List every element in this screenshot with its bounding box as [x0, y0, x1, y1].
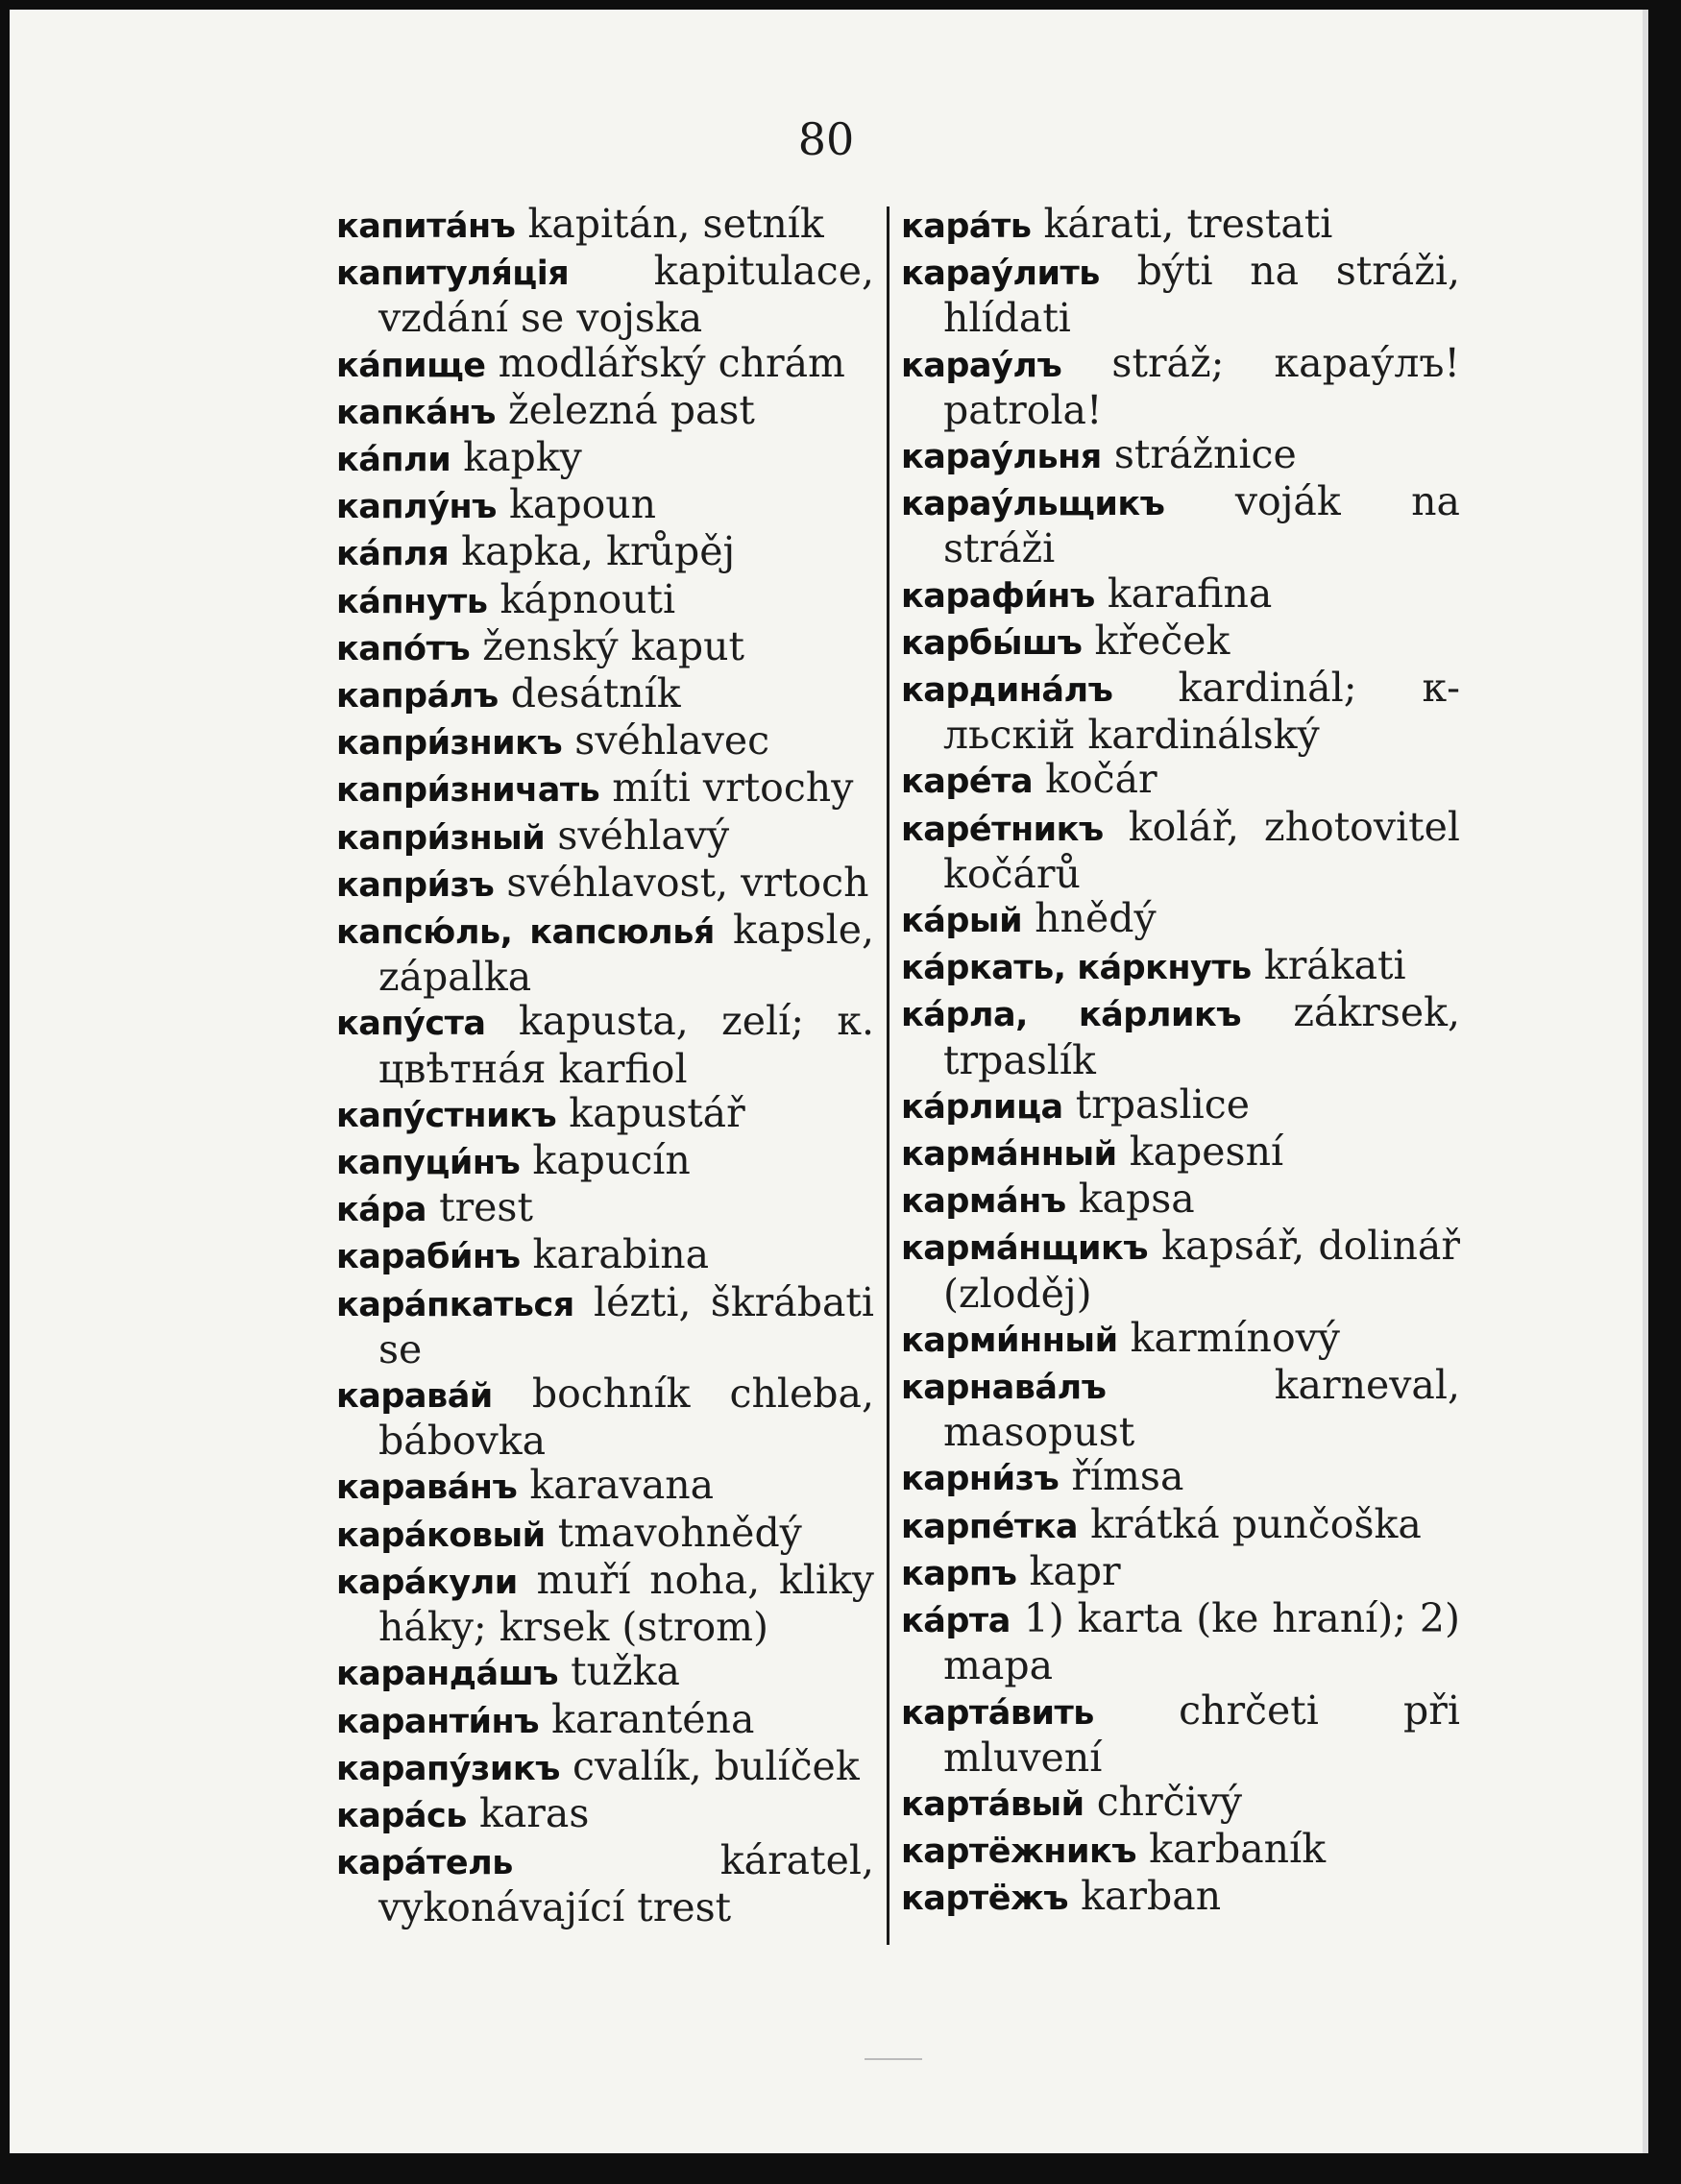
- dictionary-entry: [901, 1502, 1460, 1549]
- entry-headword: карми́нный: [901, 1321, 1118, 1360]
- entry-headword: карáтель: [336, 1844, 513, 1883]
- entry-headword: капрáлъ: [336, 677, 499, 716]
- entry-definition: karneval, masopust: [943, 1362, 1460, 1456]
- entry-definition: kapitán, setník: [527, 201, 824, 247]
- entry-definition: železná past: [507, 386, 755, 433]
- entry-headword: каравáй: [336, 1377, 493, 1417]
- entry-headword: картáвый: [901, 1784, 1084, 1824]
- entry-headword: кармáнный: [901, 1135, 1117, 1175]
- entry-headword: кáпля: [336, 535, 450, 574]
- dictionary-entry: [901, 1177, 1460, 1224]
- dictionary-entry: [336, 1280, 874, 1371]
- entry-definition: voják na stráži: [943, 478, 1460, 572]
- dictionary-entry: [336, 765, 874, 813]
- entry-definition: kardinál; к-льскій kardinálský: [943, 665, 1460, 759]
- entry-headword: капу́стникъ: [336, 1096, 557, 1135]
- entry-headword: кармáнъ: [901, 1182, 1066, 1222]
- entry-headword: караби́нъ: [336, 1238, 521, 1277]
- dictionary-entry: [901, 1874, 1460, 1921]
- entry-definition: stráž; карау́лъ! patrola!: [943, 339, 1460, 433]
- entry-definition: křeček: [1094, 617, 1230, 664]
- entry-headword: карни́зъ: [901, 1460, 1060, 1499]
- entry-definition: zákrsek, trpaslík: [943, 989, 1460, 1083]
- entry-definition: kolář, zhotovitel kočárů: [943, 803, 1460, 897]
- dictionary-entry: [336, 1697, 874, 1744]
- dictionary-entry: [336, 1185, 874, 1232]
- entry-headword: карпéтка: [901, 1507, 1079, 1546]
- dictionary-entry: [901, 666, 1460, 757]
- dictionary-entry: [336, 249, 874, 340]
- entry-headword: каравáнъ: [336, 1468, 518, 1508]
- entry-headword: капитáнъ: [336, 207, 516, 246]
- dictionary-entry: [336, 577, 874, 624]
- dictionary-entry: [336, 1649, 874, 1696]
- column-divider: [887, 206, 889, 1945]
- entry-definition: karban: [1081, 1873, 1222, 1920]
- entry-definition: svéhlavý: [557, 812, 730, 859]
- entry-headword: картёжникъ: [901, 1832, 1137, 1872]
- entry-headword: капу́ста: [336, 1005, 486, 1044]
- entry-headword: карáсь: [336, 1796, 467, 1835]
- dictionary-entry: [901, 1224, 1460, 1315]
- dictionary-entry: [336, 1791, 874, 1838]
- dictionary-entry: [336, 1838, 874, 1929]
- entry-definition: karabina: [532, 1231, 710, 1278]
- entry-headword: карéтникъ: [901, 810, 1104, 849]
- dictionary-entry: [901, 805, 1460, 896]
- entry-headword: карéта: [901, 763, 1034, 802]
- entry-headword: карау́лъ: [901, 346, 1062, 385]
- entry-definition: ženský kaput: [482, 622, 745, 669]
- entry-definition: římsa: [1071, 1453, 1184, 1500]
- entry-headword: карбы́шъ: [901, 623, 1083, 663]
- entry-definition: kapky: [463, 434, 582, 481]
- dictionary-entry: [336, 1371, 874, 1463]
- entry-definition: kapesní: [1129, 1128, 1284, 1176]
- dictionary-entry: [901, 1129, 1460, 1177]
- entry-headword: кáрла, кáрликъ: [901, 996, 1242, 1035]
- entry-headword: капри́зный: [336, 818, 546, 858]
- dictionary-entry: [901, 943, 1460, 990]
- dictionary-page: [10, 10, 1648, 2153]
- dictionary-entry: [336, 908, 874, 999]
- entry-headword: карапу́зикъ: [336, 1749, 560, 1788]
- dictionary-entry: [901, 1363, 1460, 1454]
- entry-headword: кáрта: [901, 1602, 1011, 1641]
- entry-definition: 1) karta (ke hraní); 2) mapa: [943, 1595, 1460, 1689]
- entry-definition: kapsa: [1078, 1176, 1195, 1223]
- dictionary-entry: [901, 896, 1460, 943]
- dictionary-entry: [336, 341, 874, 388]
- entry-definition: kapr: [1029, 1547, 1121, 1594]
- entry-headword: капóтъ: [336, 629, 471, 668]
- entry-definition: kapsle, zápalka: [378, 907, 874, 1001]
- entry-headword: картáвить: [901, 1693, 1094, 1733]
- entry-headword: кáпнуть: [336, 582, 488, 621]
- dictionary-entry: [901, 1454, 1460, 1501]
- entry-definition: strážnice: [1113, 431, 1297, 478]
- dictionary-entry: [336, 999, 874, 1090]
- dictionary-entry: [336, 435, 874, 482]
- entry-definition: kapsář, dolinář (zloděj): [943, 1223, 1460, 1317]
- entry-definition: kočár: [1045, 756, 1157, 803]
- entry-definition: krátká punčoška: [1090, 1500, 1422, 1547]
- dictionary-entry: [901, 1596, 1460, 1687]
- entry-headword: кармáнщикъ: [901, 1229, 1149, 1269]
- entry-headword: капкáнъ: [336, 393, 496, 432]
- entry-definition: karbaník: [1149, 1826, 1327, 1873]
- entry-headword: карáковый: [336, 1516, 546, 1555]
- dictionary-entry: [336, 529, 874, 576]
- dictionary-entry: [901, 1827, 1460, 1874]
- dictionary-entry: [901, 202, 1460, 249]
- dictionary-entry: [336, 1138, 874, 1185]
- entry-definition: chrčivý: [1096, 1778, 1243, 1825]
- entry-definition: karavana: [529, 1462, 715, 1509]
- dictionary-entry: [901, 990, 1460, 1081]
- entry-headword: капри́зникъ: [336, 724, 563, 764]
- entry-definition: míti vrtochy: [612, 764, 854, 812]
- entry-definition: káratel, vykonávající trest: [378, 1837, 874, 1931]
- entry-definition: karafina: [1107, 570, 1273, 617]
- entry-definition: chrčeti při mluvení: [943, 1687, 1460, 1781]
- scan-edge: [1662, 0, 1681, 2184]
- dictionary-entry: [901, 1549, 1460, 1596]
- dictionary-entry: [901, 619, 1460, 666]
- entry-definition: muří noha, kliky háky; krsek (strom): [378, 1556, 874, 1651]
- bottom-mark: [865, 2058, 922, 2060]
- dictionary-entry: [336, 624, 874, 671]
- entry-definition: trpaslice: [1075, 1080, 1250, 1128]
- entry-headword: карпъ: [901, 1554, 1017, 1593]
- dictionary-entry: [901, 479, 1460, 570]
- entry-headword: капри́зъ: [336, 865, 495, 905]
- entry-headword: картёжъ: [901, 1880, 1069, 1919]
- dictionary-entry: [336, 1091, 874, 1138]
- dictionary-entry: [901, 1082, 1460, 1129]
- dictionary-entry: [336, 1463, 874, 1510]
- entry-headword: карандáшъ: [336, 1655, 559, 1694]
- entry-headword: кáра: [336, 1191, 427, 1230]
- entry-definition: cvalík, bulíček: [573, 1742, 860, 1789]
- dictionary-entry: [336, 813, 874, 861]
- entry-headword: карау́льня: [901, 438, 1102, 477]
- dictionary-entry: [336, 482, 874, 529]
- entry-headword: карáпкаться: [336, 1285, 574, 1324]
- entry-headword: карафи́нъ: [901, 576, 1095, 616]
- entry-headword: капри́зничать: [336, 771, 600, 811]
- entry-definition: tužka: [571, 1648, 680, 1695]
- entry-headword: кáркать, кáркнуть: [901, 949, 1252, 988]
- entry-definition: bochník chleba, bábovka: [378, 1371, 874, 1465]
- entry-definition: hnědý: [1035, 895, 1157, 942]
- entry-headword: каранти́нъ: [336, 1702, 540, 1741]
- entry-headword: кáрый: [901, 902, 1023, 941]
- entry-headword: кáпище: [336, 346, 486, 385]
- entry-headword: карау́лить: [901, 255, 1100, 294]
- dictionary-entry: [901, 341, 1460, 432]
- entry-definition: kapitulace, vzdání se vojska: [378, 248, 874, 342]
- entry-headword: капсю́ль, капсюлья́: [336, 913, 715, 953]
- entry-definition: karas: [478, 1789, 590, 1836]
- entry-headword: кáрлица: [901, 1087, 1063, 1127]
- right-column: [901, 202, 1460, 1922]
- entry-definition: karanténa: [551, 1695, 755, 1742]
- entry-definition: lézti, škrábati se: [378, 1278, 874, 1372]
- entry-definition: býti na stráži, hlídati: [943, 248, 1460, 342]
- entry-definition: desátník: [510, 670, 681, 717]
- entry-definition: karmínový: [1130, 1314, 1340, 1361]
- entry-definition: kapustář: [569, 1089, 745, 1136]
- dictionary-entry: [901, 1688, 1460, 1780]
- dictionary-entry: [901, 571, 1460, 619]
- entry-headword: капуци́нъ: [336, 1144, 521, 1183]
- entry-definition: kapoun: [509, 481, 657, 528]
- entry-definition: kapucín: [532, 1137, 691, 1184]
- dictionary-entry: [336, 671, 874, 718]
- dictionary-entry: [901, 1780, 1460, 1827]
- entry-definition: tmavohnědý: [557, 1509, 802, 1556]
- dictionary-entry: [336, 1558, 874, 1649]
- entry-headword: каплу́нъ: [336, 488, 497, 527]
- entry-definition: krákati: [1263, 942, 1406, 989]
- left-column: [336, 202, 874, 1930]
- dictionary-entry: [336, 1511, 874, 1558]
- entry-definition: kapka, krůpěj: [461, 528, 736, 575]
- entry-headword: капитуля́ція: [336, 255, 570, 294]
- dictionary-entry: [901, 432, 1460, 479]
- entry-headword: карнавáлъ: [901, 1369, 1107, 1408]
- dictionary-entry: [336, 718, 874, 765]
- entry-headword: карау́льщикъ: [901, 485, 1165, 524]
- entry-definition: trest: [439, 1184, 533, 1231]
- dictionary-entry: [336, 861, 874, 908]
- entry-definition: kápnouti: [499, 575, 676, 622]
- entry-definition: kárati, trestati: [1043, 201, 1333, 247]
- dictionary-entry: [336, 1744, 874, 1791]
- entry-headword: карáкули: [336, 1563, 518, 1602]
- dictionary-entry: [336, 1232, 874, 1279]
- entry-definition: modlářský chrám: [498, 339, 845, 386]
- entry-headword: кáпли: [336, 441, 451, 480]
- entry-definition: svéhlavost, vrtoch: [506, 859, 869, 906]
- dictionary-entry: [901, 1316, 1460, 1363]
- dictionary-entry: [901, 249, 1460, 340]
- entry-headword: карáть: [901, 207, 1032, 246]
- entry-headword: кардинáлъ: [901, 671, 1113, 711]
- dictionary-entry: [901, 757, 1460, 804]
- dictionary-entry: [336, 202, 874, 249]
- page-number: 80: [797, 113, 855, 165]
- entry-definition: svéhlavec: [574, 717, 770, 764]
- dictionary-entry: [336, 388, 874, 435]
- entry-definition: kapusta, zelí; к. цвѣтнáя karfiol: [378, 998, 874, 1092]
